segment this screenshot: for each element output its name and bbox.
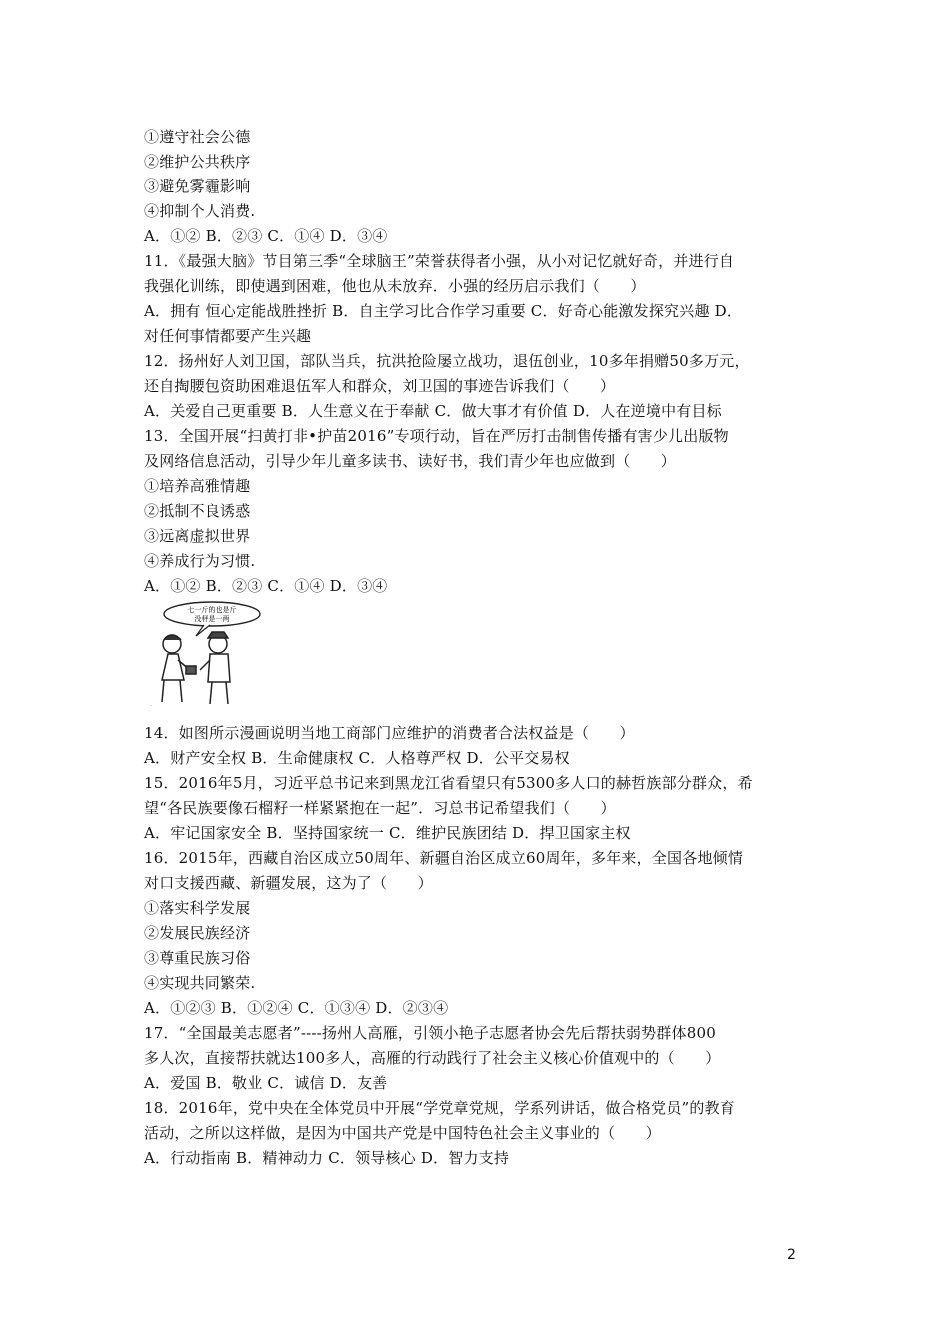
vendor-figure (200, 632, 230, 704)
text-line: A．行动指南 B．精神动力 C．领导核心 D．智力支持 (144, 1149, 510, 1167)
text-line: 我强化训练，即使遇到困难，他也从未放弃．小强的经历启示我们（ ） (144, 277, 646, 295)
text-line: ①培养高雅情趣 (144, 477, 251, 495)
text-line: 对口支援西藏、新疆发展，这为了（ ） (144, 874, 433, 892)
text-line: ③远离虚拟世界 (144, 527, 251, 545)
customer-figure (162, 635, 196, 702)
text-line: 17．“全国最美志愿者”----扬州人高雁，引领小艳子志愿者协会先后帮扶弱势群体800 (144, 1024, 716, 1042)
text-line: ①落实科学发展 (144, 899, 251, 917)
text-line: ④实现共同繁荣. (144, 974, 256, 992)
cartoon-illustration (144, 600, 270, 712)
text-line: 16．2015年，西藏自治区成立50周年、新疆自治区成立60周年，多年来，全国各地倾情 (144, 849, 744, 867)
text-line: A．财产安全权 B．生命健康权 C．人格尊严权 D．公平交易权 (144, 749, 570, 767)
text-line: ③尊重民族习俗 (144, 949, 251, 967)
text-line: 多人次，直接帮扶就达100多人，高雁的行动践行了社会主义核心价值观中的（ ） (144, 1049, 721, 1067)
text-line: A．①② B．②③ C．①④ D．③④ (144, 227, 388, 245)
text-line: 15．2016年5月，习近平总书记来到黑龙江省看望只有5300多人口的赫哲族部分群众，希 (144, 774, 753, 792)
page-number: 2 (787, 1247, 796, 1263)
text-line: A．拥有 恒心定能战胜挫折 B．自主学习比合作学习重要 C．好奇心能激发探究兴趣 D． (144, 302, 743, 320)
text-line: 12．扬州好人刘卫国，部队当兵，抗洪抢险屡立战功，退伍创业，10多年捐赠50多万元， (144, 352, 750, 370)
speech-text: 七一斤的也是斤 (187, 606, 237, 614)
text-line: 望“各民族要像石榴籽一样紧紧抱在一起”．习总书记希望我们（ ） (144, 799, 616, 817)
text-line: 对任何事情都要产生兴趣 (144, 327, 312, 345)
text-line: A．①② B．②③ C．①④ D．③④ (144, 577, 388, 595)
text-line: ③避免雾霾影响 (144, 177, 251, 195)
text-line: 18．2016年，党中央在全体党员中开展“学党章党规，学系列讲话，做合格党员”的教育 (144, 1099, 736, 1117)
text-line: ①遵守社会公德 (144, 128, 251, 146)
text-line: 14．如图所示漫画说明当地工商部门应维护的消费者合法权益是（ ） (144, 724, 635, 742)
text-line: 还自掏腰包资助困难退伍军人和群众，刘卫国的事迹告诉我们（ ） (144, 377, 616, 395)
text-line: A．牢记国家安全 B．坚持国家统一 C．维护民族团结 D．捍卫国家主权 (144, 824, 631, 842)
text-line: A．关爱自己更重要 B．人生意义在于奉献 C．做大事才有价值 D．人在逆境中有目标 (144, 402, 722, 420)
text-line: ④抑制个人消费. (144, 202, 256, 220)
svg-text:·: · (150, 703, 152, 710)
text-line: A．①②③ B．①②④ C．①③④ D．②③④ (144, 999, 449, 1017)
text-line: ②维护公共秩序 (144, 153, 251, 171)
text-line: ②发展民族经济 (144, 924, 251, 942)
speech-text-2: 没秤是一两 (194, 615, 230, 623)
text-line: 活动，之所以这样做，是因为中国共产党是中国特色社会主义事业的（ ） (144, 1124, 661, 1142)
text-line: ④养成行为习惯. (144, 552, 256, 570)
text-line: 11．《最强大脑》节目第三季“全球脑王”荣誉获得者小强，从小对记忆就好奇，并进行自 (144, 252, 735, 270)
text-line: A．爱国 B．敬业 C．诚信 D．友善 (144, 1074, 388, 1092)
text-line: 13．全国开展“扫黄打非•护苗2016”专项行动，旨在严厉打击制售传播有害少儿出版物 (144, 427, 729, 445)
text-line: 及网络信息活动，引导少年儿童多读书、读好书，我们青少年也应做到（ ） (144, 452, 677, 470)
text-line: ②抵制不良诱惑 (144, 502, 251, 520)
